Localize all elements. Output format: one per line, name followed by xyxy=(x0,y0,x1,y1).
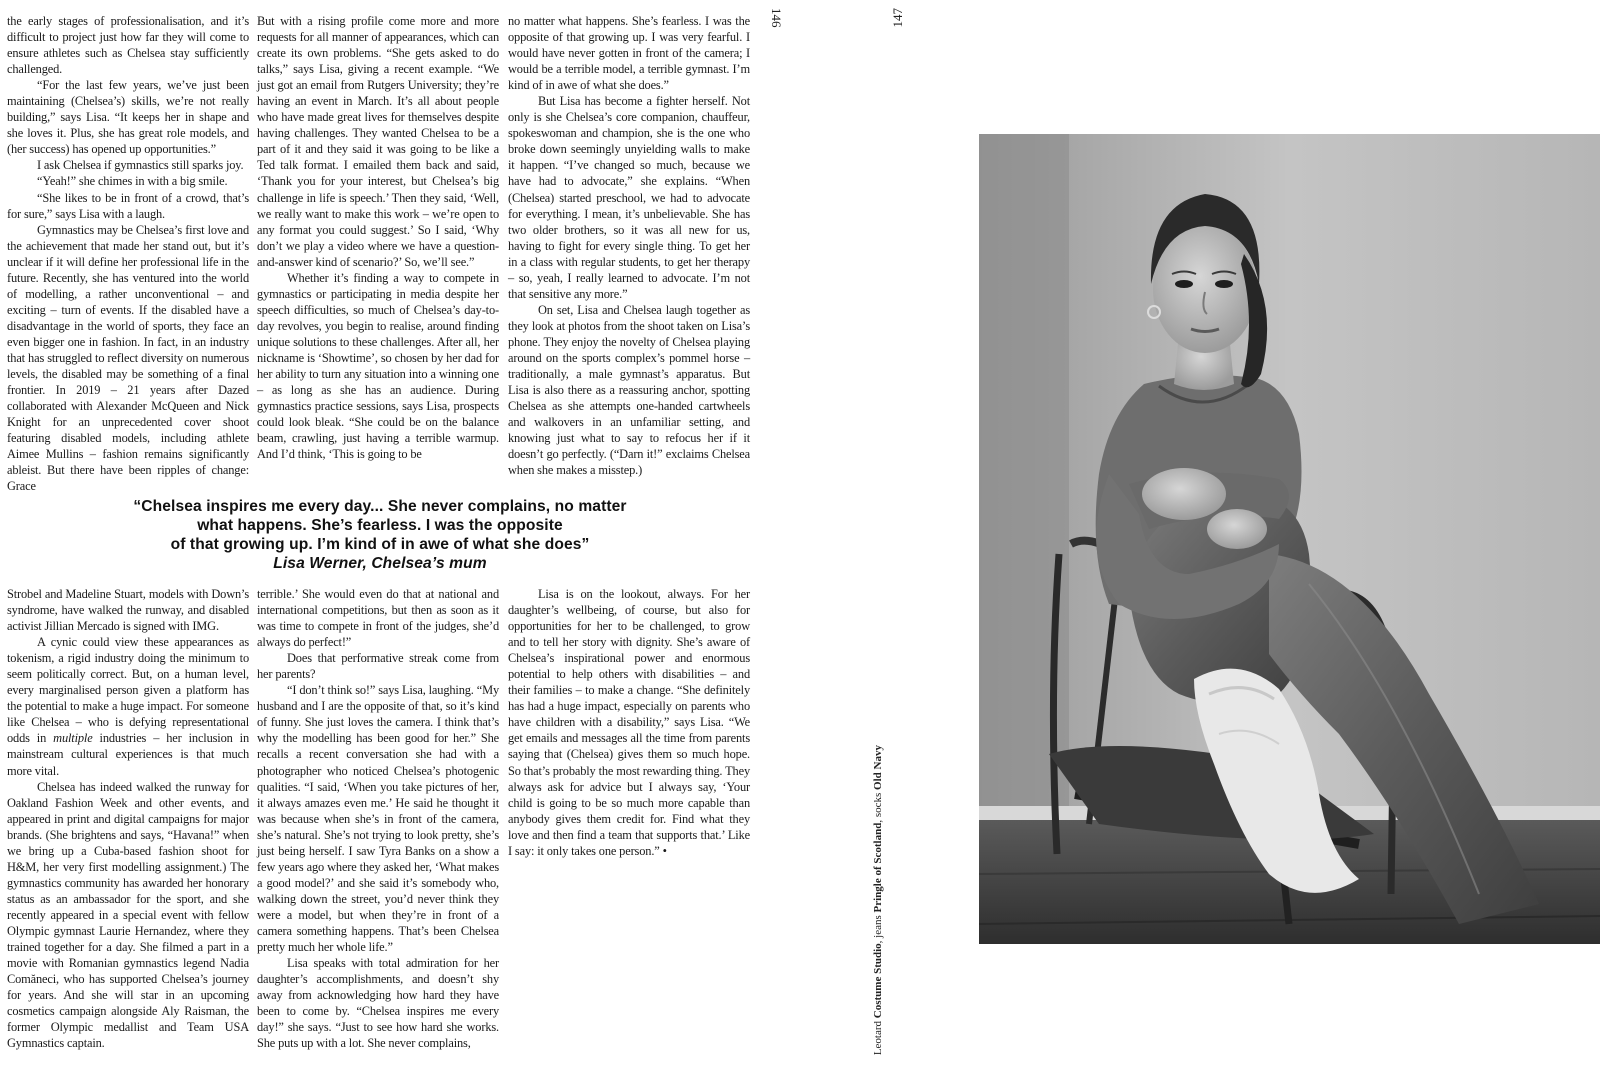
pull-quote-line: what happens. She’s fearless. I was the opposite xyxy=(197,517,563,534)
page-number-left: 146 xyxy=(769,8,784,28)
pull-quote xyxy=(8,497,752,573)
credit-brand: Pringle of Scotland xyxy=(872,822,884,913)
credit-brand: Old Navy xyxy=(872,744,884,790)
credit-text: Leotard xyxy=(872,1018,884,1055)
article-paragraph: On set, Lisa and Chelsea laugh together as they look at photos from the shoot taken on Lisa’s phone. They enjoy the novelty of Chelsea playing around on the sports complex’s pommel horse – traditionally, a male gymnast’s apparatus. But Lisa is also there as a reassuring anchor, spotting Chelsea as she attempts one-handed cartwheels and walkovers in an unfamiliar setting, and knowing just what to say to refocus her if it doesn’t go perfectly. (“Darn it!” exclaims Chelsea when she makes a misstep.) xyxy=(508,302,750,478)
article-column-top-1 xyxy=(7,13,249,494)
article-paragraph: Whether it’s finding a way to compete in gymnastics or participating in media despite her speech difficulties, so much of Chelsea’s day-to-day revolves, you begin to realise, around finding unique solutions to these challenges. After all, her nickname is ‘Showtime’, so chosen by her dad for her ability to turn any situation into a winning one – as long as she has an audience. During gymnastics practice sessions, says Lisa, prospects could look bleak. “She could be on the balance beam, crawling, just having a terrible warmup. And I’d think, ‘This is going to be xyxy=(257,270,499,462)
article-paragraph: no matter what happens. She’s fearless. I was the opposite of that growing up. I was very fearful. I would have never gotten in front of the camera; I would be a terrible model, a terrible gymnast. I’m kind of in awe of what she does.” xyxy=(508,14,750,93)
article-paragraph: Lisa speaks with total admiration for her daughter’s accomplishments, and doesn’t shy away from acknowledging how hard they have been to come by. “Chelsea inspires me every day!” she says. “Just to see how hard she works. She puts up with a lot. She never complains, xyxy=(257,956,499,1051)
pull-quote-line: of that growing up. I’m kind of in awe of what she does” xyxy=(170,536,590,553)
article-paragraph: the early stages of professionalisation, and it’s difficult to project just how far they will come to ensure athletes such as Chelsea stay sufficiently challenged. xyxy=(7,14,249,77)
article-paragraph: Does that performative streak come from her parents? xyxy=(257,651,499,682)
credit-text: , socks xyxy=(872,789,884,823)
article-paragraph: Chelsea has indeed walked the runway for Oakland Fashion Week and other events, and appeared in print and digital campaigns for major brands. (She brightens and says, “Havana!” when we bring up a Cuba-based fashion shoot for H&M, her very first modelling assignment.) The gymnastics community has awarded her honorary status as an ambassador for the sport, and she recently appeared in a special event with fellow Olympic gymnast Laurie Hernandez, where they trained together for a day. She filmed a part in a movie with Romanian gymnastics legend Nadia Comăneci, who has supported Chelsea’s journey for years. And she will star in an upcoming cosmetics campaign alongside Aly Raisman, the former Olympic medallist and Team USA Gymnastics captain. xyxy=(7,779,249,1051)
emphasis: multiple xyxy=(53,731,93,746)
pull-quote-attribution: Lisa Werner, Chelsea’s mum xyxy=(273,555,487,572)
pull-quote-line: “Chelsea inspires me every day... She never complains, no matter xyxy=(133,498,627,515)
article-column-bottom-3 xyxy=(508,586,750,859)
article-paragraph: But with a rising profile come more and more requests for all manner of appearances, which can create its own problems. “She gets asked to do talks,” says Lisa, giving a recent example. “We just got an email from Rutgers University; they’re having an event in March. It’s all about people who have made great lives for themselves despite having challenges. They wanted Chelsea to be a part of it and they said it was going to be like a Ted talk format. I emailed them back and said, ‘Thank you for your interest, but Chelsea’s big challenge in life is speech.’ Then they said, ‘Well, we really want to make this work – we’re open to any format you could suggest.’ So I said, ‘Why don’t we play a video where we have a question-and-answer kind of scenario?’ So, we’ll see.” xyxy=(257,14,499,269)
portrait-photo xyxy=(979,134,1600,944)
article-paragraph: But Lisa has become a fighter herself. Not only is she Chelsea’s core companion, chauffeur, spokeswoman and champion, she is the one who broke down seemingly unyielding walls to make it happen. “I’ve changed so much, because we have had to advocate,” she explains. “When (Chelsea) started preschool, we had to advocate for everything. I mean, it’s unbelievable. She has two older brothers, so it was all new for us, having to fight for every single thing. To get her in a class with regular students, to get her therapy – so, yeah, I really learned to advocate. I’m not that sensitive any more.” xyxy=(508,94,750,301)
article-paragraph: A cynic could view these appearances as tokenism, a rigid industry doing the minimum to seem politically correct. But, on a human level, every marginalised person given a platform has the potential to make a huge impact. For someone like Chelsea – who is defying representational odds in multiple industries – her inclusion in mainstream cultural experiences is that much more vital. xyxy=(7,635,250,778)
article-column-bottom-2 xyxy=(257,586,499,1051)
article-paragraph: “For the last few years, we’ve just been maintaining (Chelsea’s) skills, we’re not really building,” says Lisa. “It keeps her in shape and she loves it. Plus, she has great role models, and (her success) has opened up opportunities.” xyxy=(7,78,249,157)
article-paragraph: “I don’t think so!” says Lisa, laughing. “My husband and I are the opposite of that, so it’s kind of funny. She just loves the camera. I think that’s why the modelling has been good for her.” She recalls a recent conversation she had with a photographer who noticed Chelsea’s photogenic qualities. “I said, ‘When you take pictures of her, it always amazes even me.’ He said he thought it was because when she’s in front of the camera, she’s natural. She’s not trying to look pretty, she’s just being herself. I saw Tyra Banks on a show a few years ago where they asked her, ‘What makes a good model?’ and she said it’s somebody who, walking down the street, you’d never think they were a model, but when they’re in front of a camera something happens. That’s been Chelsea pretty much her whole life.” xyxy=(257,683,499,955)
article-column-top-2 xyxy=(257,13,499,462)
credit-brand: Costume Studio xyxy=(872,943,884,1019)
article-paragraph: Lisa is on the lookout, always. For her daughter’s wellbeing, of course, but also for opportunities for her to be challenged, to grow and to tell her story with dignity. She’s aware of Chelsea’s inspirational power and enormous potential to help others with disabilities – and their families – to make a change. “She definitely has had a huge impact, especially on parents who have children with a disability,” says Lisa. “We get emails and messages all the time from parents saying that (Chelsea) gives them so much hope. So that’s probably the most rewarding thing. They always ask for advice but I always say, ‘Your child is going to be so much more capable than anybody gives them credit for. Find what they love and then find a team that supports that.’ Like I say: it only takes one person.” • xyxy=(508,587,750,858)
article-paragraph: “She likes to be in front of a crowd, that’s for sure,” says Lisa with a laugh. xyxy=(7,190,249,221)
credit-text: , jeans xyxy=(872,912,884,944)
page-number-right: 147 xyxy=(890,8,905,28)
article-paragraph: Strobel and Madeline Stuart, models with Down’s syndrome, have walked the runway, and disabled activist Jillian Mercado is signed with IMG. xyxy=(7,587,249,634)
article-column-top-3 xyxy=(508,13,750,478)
article-column-bottom-1 xyxy=(7,586,249,1051)
article-paragraph: terrible.’ She would even do that at national and international competitions, but then as soon as it was time to compete in front of the judges, she’d always do perfect!” xyxy=(257,587,499,650)
article-paragraph: I ask Chelsea if gymnastics still sparks joy. xyxy=(37,158,244,173)
article-paragraph: Gymnastics may be Chelsea’s first love and the achievement that made her stand out, but it’s unclear if it will define her professional life in the future. Recently, she has ventured into the world of modelling, a rather unconventional – and exciting – turn of events. If the disabled have a disadvantage in the world of sports, they face an even bigger one in fashion. In fact, in an industry that has struggled to reflect diversity on numerous levels, the disabled may be something of a final frontier. In 2019 – 21 years after Dazed collaborated with Alexander McQueen and Nick Knight for an unprecedented cover shoot featuring disabled models, including athlete Aimee Mullins – fashion remains significantly ableist. But there have been ripples of change: Grace xyxy=(7,222,249,494)
article-paragraph: “Yeah!” she chimes in with a big smile. xyxy=(37,174,228,189)
photo-credit xyxy=(872,745,884,1055)
